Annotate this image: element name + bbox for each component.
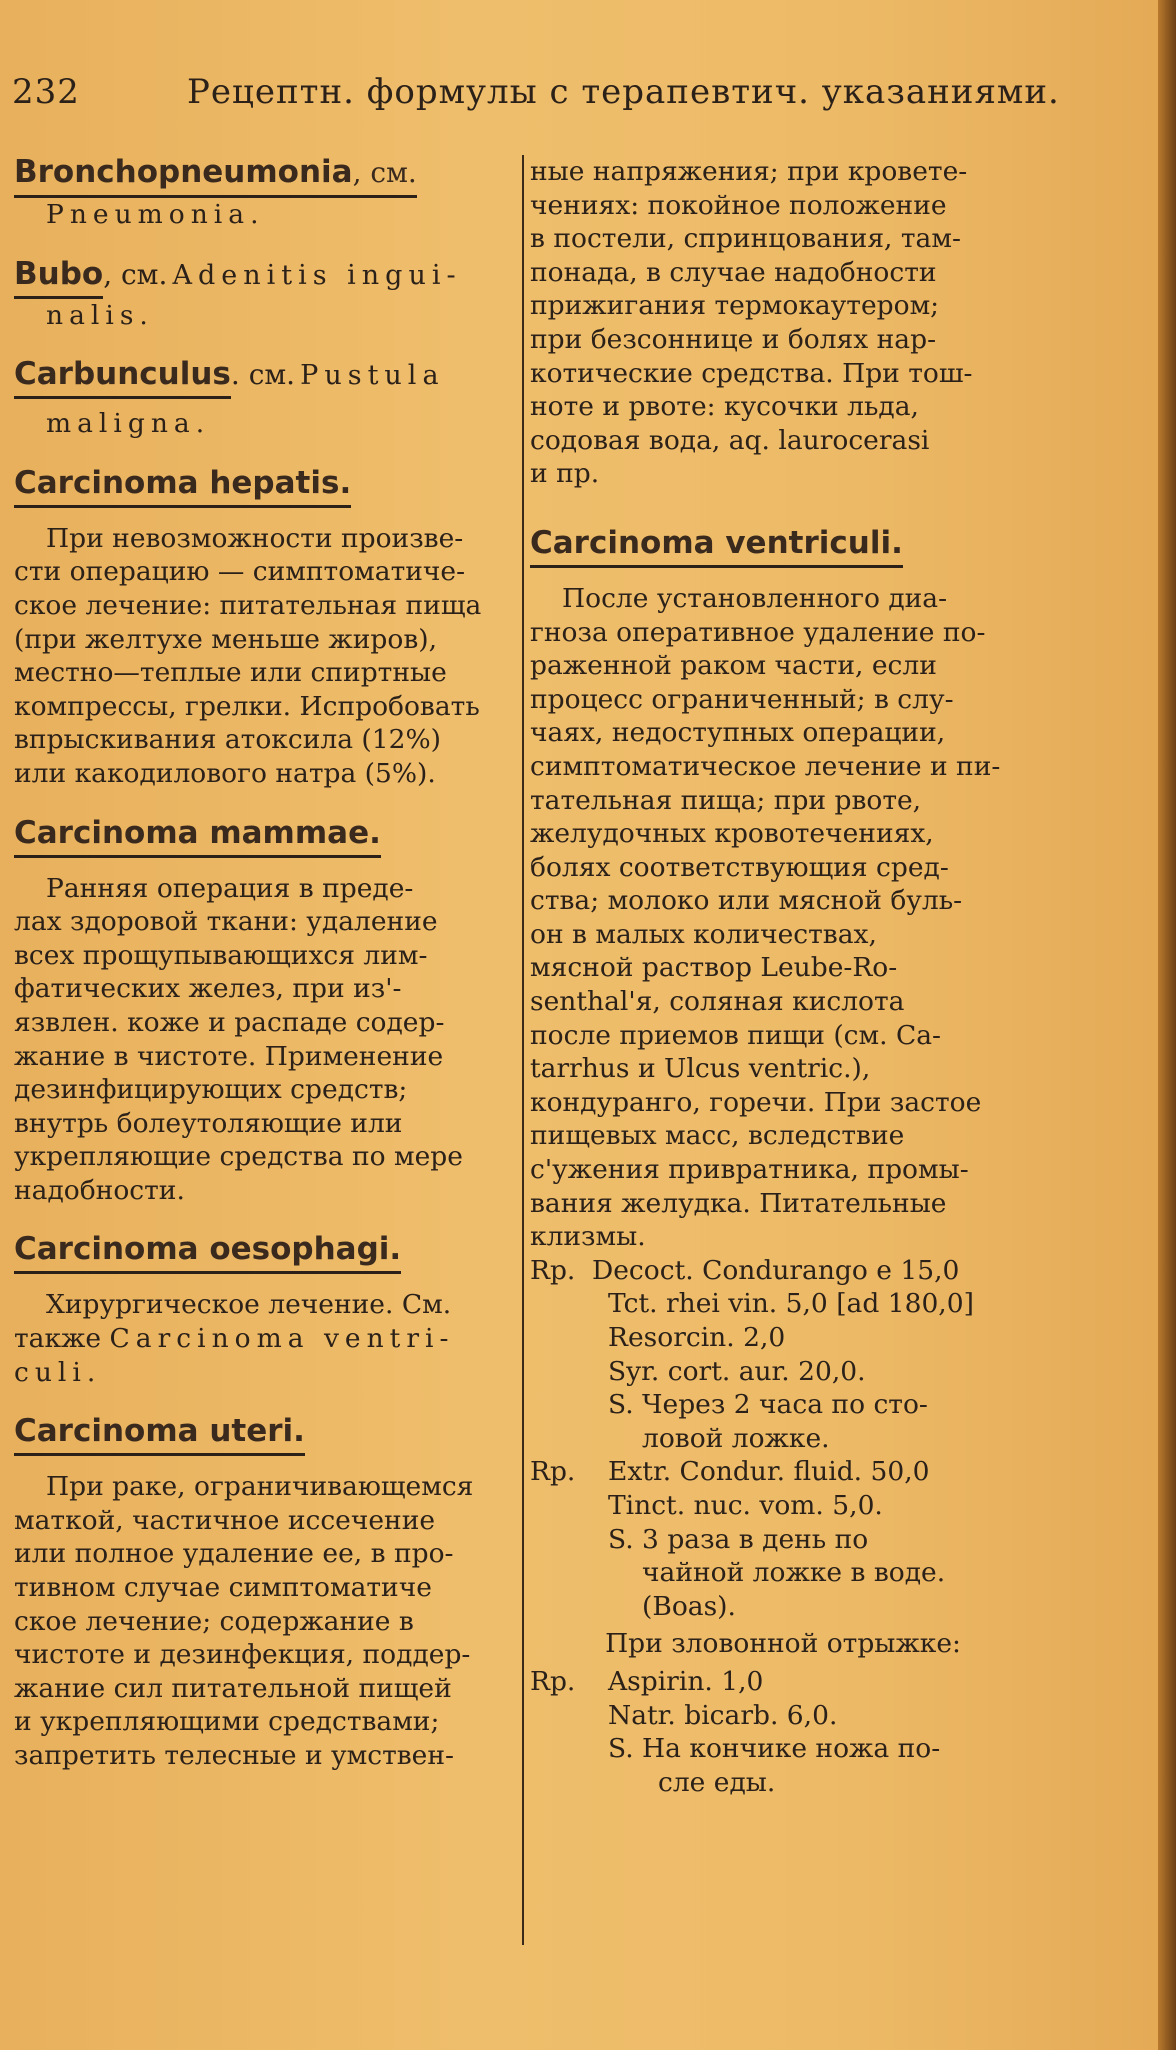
text-line: после приемов пищи (см. Ca- bbox=[530, 1019, 941, 1051]
text-line: мясной раствор Leube-Ro- bbox=[530, 952, 898, 984]
text-line: запретить телесные и умствен- bbox=[14, 1740, 454, 1771]
entry-heading: Carcinoma uteri. bbox=[14, 1411, 305, 1456]
recipe-signa-cont: сле еды. bbox=[658, 1766, 776, 1798]
text-line: укрепляющие средства по мере bbox=[14, 1141, 463, 1173]
text-line: клизмы. bbox=[530, 1221, 646, 1253]
text-line: он в малых количествах, bbox=[530, 918, 877, 950]
recipe-condurango-extract bbox=[530, 1455, 1036, 1623]
cross-reference: Pustula bbox=[300, 360, 445, 392]
entry-carcinoma-uteri bbox=[14, 1411, 520, 1772]
recipe-line: Natr. bicarb. 6,0. bbox=[608, 1699, 838, 1731]
recipe-signa: S. Через 2 часа по сто- bbox=[608, 1389, 928, 1421]
running-title: Рецептн. формулы с терапевтич. указаниями. bbox=[187, 72, 1060, 112]
right-column bbox=[530, 155, 1036, 1799]
text-line: сти операцию — симптоматиче- bbox=[14, 556, 466, 588]
see-reference: . см. bbox=[230, 358, 296, 392]
recipe-condurango-decoction bbox=[530, 1254, 1036, 1456]
halitosis-note: При зловонной отрыжке: bbox=[605, 1628, 961, 1660]
text-line: пищевых масс, вследствие bbox=[530, 1120, 905, 1152]
left-column bbox=[14, 152, 520, 1795]
text-line: ства; молоко или мясной буль- bbox=[530, 885, 963, 917]
text-line: в постели, спринцования, там- bbox=[530, 223, 961, 255]
entry-body bbox=[14, 522, 520, 791]
cross-reference: Pneumonia. bbox=[46, 199, 265, 230]
page-header bbox=[12, 72, 1142, 122]
text-line bbox=[14, 1322, 520, 1356]
entry-carcinoma-ventriculi bbox=[530, 523, 1036, 1254]
text-line: ское лечение: питательная пища bbox=[14, 589, 482, 621]
recipe-line: Tinct. nuc. vom. 5,0. bbox=[608, 1489, 883, 1521]
text-line: тивном случае симптоматиче bbox=[14, 1572, 432, 1604]
cross-reference: Carcinoma ventri- bbox=[109, 1323, 455, 1355]
entry-bronchopneumonia bbox=[14, 152, 520, 232]
recipe-rp: Rp. bbox=[530, 1665, 576, 1697]
text-fragment: также bbox=[14, 1323, 102, 1355]
cross-reference-cont: nalis. bbox=[46, 299, 154, 331]
entry-term: Bronchopneumonia bbox=[14, 154, 353, 190]
recipe-line: Tct. rhei vin. 5,0 [ad 180,0] bbox=[608, 1288, 974, 1320]
text-line: лах здоровой ткани: удаление bbox=[14, 906, 438, 938]
text-line: жание сил питательной пищей bbox=[14, 1672, 452, 1704]
entry-carcinoma-mammae bbox=[14, 813, 520, 1208]
text-line: ноте и рвоте: кусочки льда, bbox=[530, 391, 919, 423]
entry-body bbox=[14, 1470, 520, 1772]
entry-carcinoma-hepatis bbox=[14, 463, 520, 791]
text-line: чениях: покойное положение bbox=[530, 189, 947, 221]
text-line: фатических желез, при из'- bbox=[14, 973, 402, 1005]
recipe-signa: S. На кончике ножа по- bbox=[608, 1733, 941, 1765]
uteri-continuation bbox=[530, 155, 1036, 491]
text-line: чистоте и дезинфекция, поддер- bbox=[14, 1639, 471, 1671]
text-line: кондуранго, горечи. При застое bbox=[530, 1086, 982, 1118]
see-reference: , см. bbox=[352, 156, 417, 189]
entry-heading: Carcinoma oesophagi. bbox=[14, 1229, 401, 1274]
entry-heading bbox=[14, 152, 417, 198]
recipe-line: Resorcin. 2,0 bbox=[608, 1322, 786, 1353]
entry-carbunculus bbox=[14, 354, 520, 441]
entry-body bbox=[14, 872, 520, 1208]
text-line: с'ужения привратника, промы- bbox=[530, 1154, 969, 1186]
text-line: дезинфицирующих средств; bbox=[14, 1074, 408, 1106]
recipe-line: Decoct. Condurango e 15,0 bbox=[592, 1254, 960, 1286]
entry-heading bbox=[14, 354, 231, 399]
text-line: процесс ограниченный; в слу- bbox=[530, 683, 954, 715]
text-line: При невозможности произве- bbox=[46, 522, 464, 554]
text-line: котические средства. При тош- bbox=[530, 357, 973, 389]
entry-term: Carbunculus bbox=[14, 356, 231, 393]
text-line: язвлен. коже и распаде содер- bbox=[14, 1006, 445, 1038]
recipe-signa-cont: чайной ложке в воде. bbox=[642, 1557, 946, 1589]
text-line: понада, в случае надобности bbox=[530, 256, 937, 288]
recipe-line: Extr. Condur. fluid. 50,0 bbox=[608, 1456, 930, 1488]
text-line: Ранняя операция в преде- bbox=[46, 872, 414, 904]
cross-reference-cont: culi. bbox=[14, 1356, 102, 1388]
entry-heading: Carcinoma mammae. bbox=[14, 813, 381, 858]
see-reference: , см. bbox=[103, 257, 168, 291]
recipe-author: (Boas). bbox=[642, 1590, 736, 1622]
entry-carcinoma-oesophagi bbox=[14, 1229, 520, 1389]
entry-body bbox=[530, 582, 1036, 1254]
text-line: всех прощупывающихся лим- bbox=[14, 939, 428, 971]
column-divider bbox=[522, 155, 524, 1945]
text-line: и пр. bbox=[530, 458, 600, 490]
entry-heading bbox=[14, 254, 103, 299]
text-line: вания желудка. Питательные bbox=[530, 1187, 947, 1219]
recipe-rp: Rp. bbox=[530, 1456, 576, 1488]
text-line: (при желтухе меньше жиров), bbox=[14, 623, 438, 655]
text-line: гноза оперативное удаление по- bbox=[530, 616, 986, 648]
entry-bubo bbox=[14, 254, 520, 333]
page-number: 232 bbox=[12, 72, 80, 112]
text-line: впрыскивания атоксила (12%) bbox=[14, 724, 442, 756]
recipe-line: Aspirin. 1,0 bbox=[608, 1665, 764, 1697]
recipe-signa-cont: ловой ложке. bbox=[642, 1422, 830, 1454]
text-line: раженной раком части, если bbox=[530, 650, 937, 682]
text-line: После установленного диа- bbox=[562, 582, 948, 614]
entry-term: Bubo bbox=[14, 255, 104, 292]
text-line: Хирургическое лечение. См. bbox=[46, 1289, 452, 1321]
text-line: или полное удаление ее, в про- bbox=[14, 1538, 454, 1570]
recipe-rp: Rp. bbox=[530, 1254, 576, 1286]
text-line: болях соответствующия сред- bbox=[530, 851, 949, 883]
text-line: ское лечение; содержание в bbox=[14, 1605, 414, 1637]
recipe-signa: S. 3 раза в день по bbox=[608, 1523, 869, 1555]
text-line: местно—теплые или спиртные bbox=[14, 657, 447, 689]
text-line: tarrhus и Ulcus ventric.), bbox=[530, 1053, 871, 1085]
entry-heading: Carcinoma hepatis. bbox=[14, 463, 351, 508]
text-line: senthal'я, соляная кислота bbox=[530, 986, 905, 1018]
book-spine bbox=[1158, 0, 1176, 2050]
cross-reference: Adenitis ingui- bbox=[172, 259, 462, 291]
text-line: или какодилового натра (5%). bbox=[14, 757, 436, 789]
text-line: симптоматическое лечение и пи- bbox=[530, 750, 1001, 782]
text-line: желудочных кровотечениях, bbox=[530, 818, 934, 850]
text-line: при безсоннице и болях нар- bbox=[530, 323, 937, 355]
text-line: жание в чистоте. Применение bbox=[14, 1040, 444, 1072]
entry-body bbox=[14, 1288, 520, 1389]
text-line: прижигания термокаутером; bbox=[530, 290, 940, 322]
text-line: компрессы, грелки. Испробовать bbox=[14, 690, 480, 722]
text-line: и укрепляющими средствами; bbox=[14, 1706, 440, 1738]
text-line: При раке, ограничивающемся bbox=[46, 1471, 474, 1503]
entry-heading: Carcinoma ventriculi. bbox=[530, 523, 903, 568]
text-line: ные напряжения; при кровете- bbox=[530, 156, 968, 187]
text-line: маткой, частичное иссечение bbox=[14, 1504, 436, 1536]
text-line: надобности. bbox=[14, 1174, 185, 1206]
recipe-line: Syr. cort. aur. 20,0. bbox=[608, 1355, 866, 1387]
text-line: содовая вода, aq. laurocerasi bbox=[530, 424, 930, 456]
text-line: чаях, недоступных операции, bbox=[530, 717, 946, 749]
cross-reference-cont: maligna. bbox=[46, 408, 211, 440]
text-line: внутрь болеутоляющие или bbox=[14, 1107, 403, 1139]
recipe-aspirin bbox=[530, 1665, 1036, 1799]
text-line: тательная пища; при рвоте, bbox=[530, 784, 922, 816]
